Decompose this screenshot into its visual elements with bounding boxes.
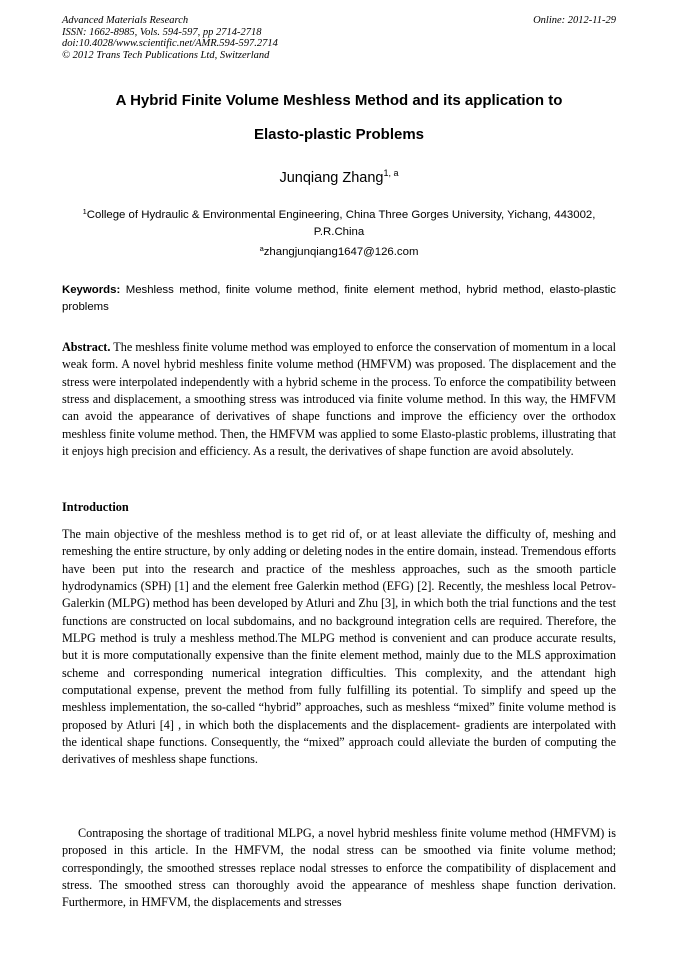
- section-heading-introduction: Introduction: [62, 500, 129, 514]
- affiliation-superscript: 1: [82, 207, 87, 216]
- journal-header: [62, 15, 616, 61]
- online-date: Online: 2012-11-29: [533, 15, 616, 26]
- paper-title-line-1: A Hybrid Finite Volume Meshless Method and its application to: [115, 92, 563, 109]
- abstract: [62, 339, 616, 460]
- affiliation-text: College of Hydraulic & Environmental Engineering, China Three Gorges University, Yichang, 443002, P.R.China: [86, 209, 596, 238]
- issn-line: ISSN: 1662-8985, Vols. 594-597, pp 2714-2718: [62, 26, 262, 38]
- author-superscript: 1, a: [383, 168, 399, 178]
- abstract-text: The meshless finite volume method was employed to enforce the conservation of momentum in a local weak form. A novel hybrid meshless finite volume method (HMFVM) was proposed. The displacement and the stress were interpolated independently with a hybrid scheme in the process. To enforce the compatibility between stress and displacement, a smoothing stress was introduced via finite volume method. In this way, the HMFVM can avoid the appearance of derivatives of shape functions and improve the efficiency over the orthodox meshless finite volume method. Then, the HMFVM was applied to some Elasto-plastic problems, illustrating that it enjoys high precision and efficiency. As a result, the derivatives of shape function are avoid absolutely.: [62, 340, 617, 459]
- keywords-label: Keywords:: [62, 284, 121, 296]
- journal-name: Advanced Materials Research: [62, 15, 189, 26]
- author: [62, 168, 616, 186]
- intro-paragraph-1: The main objective of the meshless method is to get rid of, or at least alleviate the difficulty of, meshing and remeshing the entire structure, by only adding or deleting nodes in the entire domain, instead. Tremendous efforts have been put into the research and practice of the meshless approaches, such as the smooth particle hydrodynamics (SPH) [1] and the element free Galerkin method (EFG) [2]. Recently, the meshless local Petrov-Galerkin (MLPG) method has been developed by Atluri and Zhu [3], in which both the trial functions and the test functions are constructed on local subdomains, and no background integration cells are required. Therefore, the MLPG method is truly a meshless method.The MLPG method is convenient and can produce accurate results, but it is more computationally expensive than the finite element method, mainly due to the MLS approximation scheme and corresponding numerical integration difficulties. This complexity, and the attendant high computational expense, prevent the method from fully fulfilling its potential. To simplify and speed up the meshless implementation, the so-called “hybrid” approaches, such as meshless “mixed” finite volume method is proposed by Atluri [4] , in which both the displacements and the displacement- gradients are interpolated with the identical shape functions. Consequently, the “mixed” approach could alleviate the burden of computing the derivatives of meshless shape functions.: [62, 527, 616, 767]
- doi-line: doi:10.4028/www.scientific.net/AMR.594-597.2714: [62, 38, 278, 50]
- intro-paragraph-2: Contraposing the shortage of traditional MLPG, a novel hybrid meshless finite volume method (HMFVM) is proposed in this article. In the HMFVM, the nodal stress can be smoothed via finite volume method; correspondingly, the smoothed stresses replace nodal stresses to enforce the compatibility of displacement and stress. The smoothed stress can thoroughly avoid the appearance of meshless shape function derivation. Furthermore, in HMFVM, the displacements and stresses: [62, 826, 616, 910]
- author-name: Junqiang Zhang: [279, 170, 384, 186]
- paper-title-line-2: Elasto-plastic Problems: [253, 126, 425, 143]
- email: [62, 244, 616, 258]
- keywords-text: Meshless method, finite volume method, finite element method, hybrid method, elasto-plastic problems: [62, 284, 616, 313]
- keywords: [62, 282, 616, 316]
- copyright-line: © 2012 Trans Tech Publications Ltd, Switzerland: [62, 49, 270, 61]
- email-address: zhangjunqiang1647@126.com: [263, 246, 419, 258]
- affiliation: [62, 203, 616, 241]
- email-superscript: a: [259, 244, 264, 253]
- abstract-label: Abstract.: [62, 340, 111, 354]
